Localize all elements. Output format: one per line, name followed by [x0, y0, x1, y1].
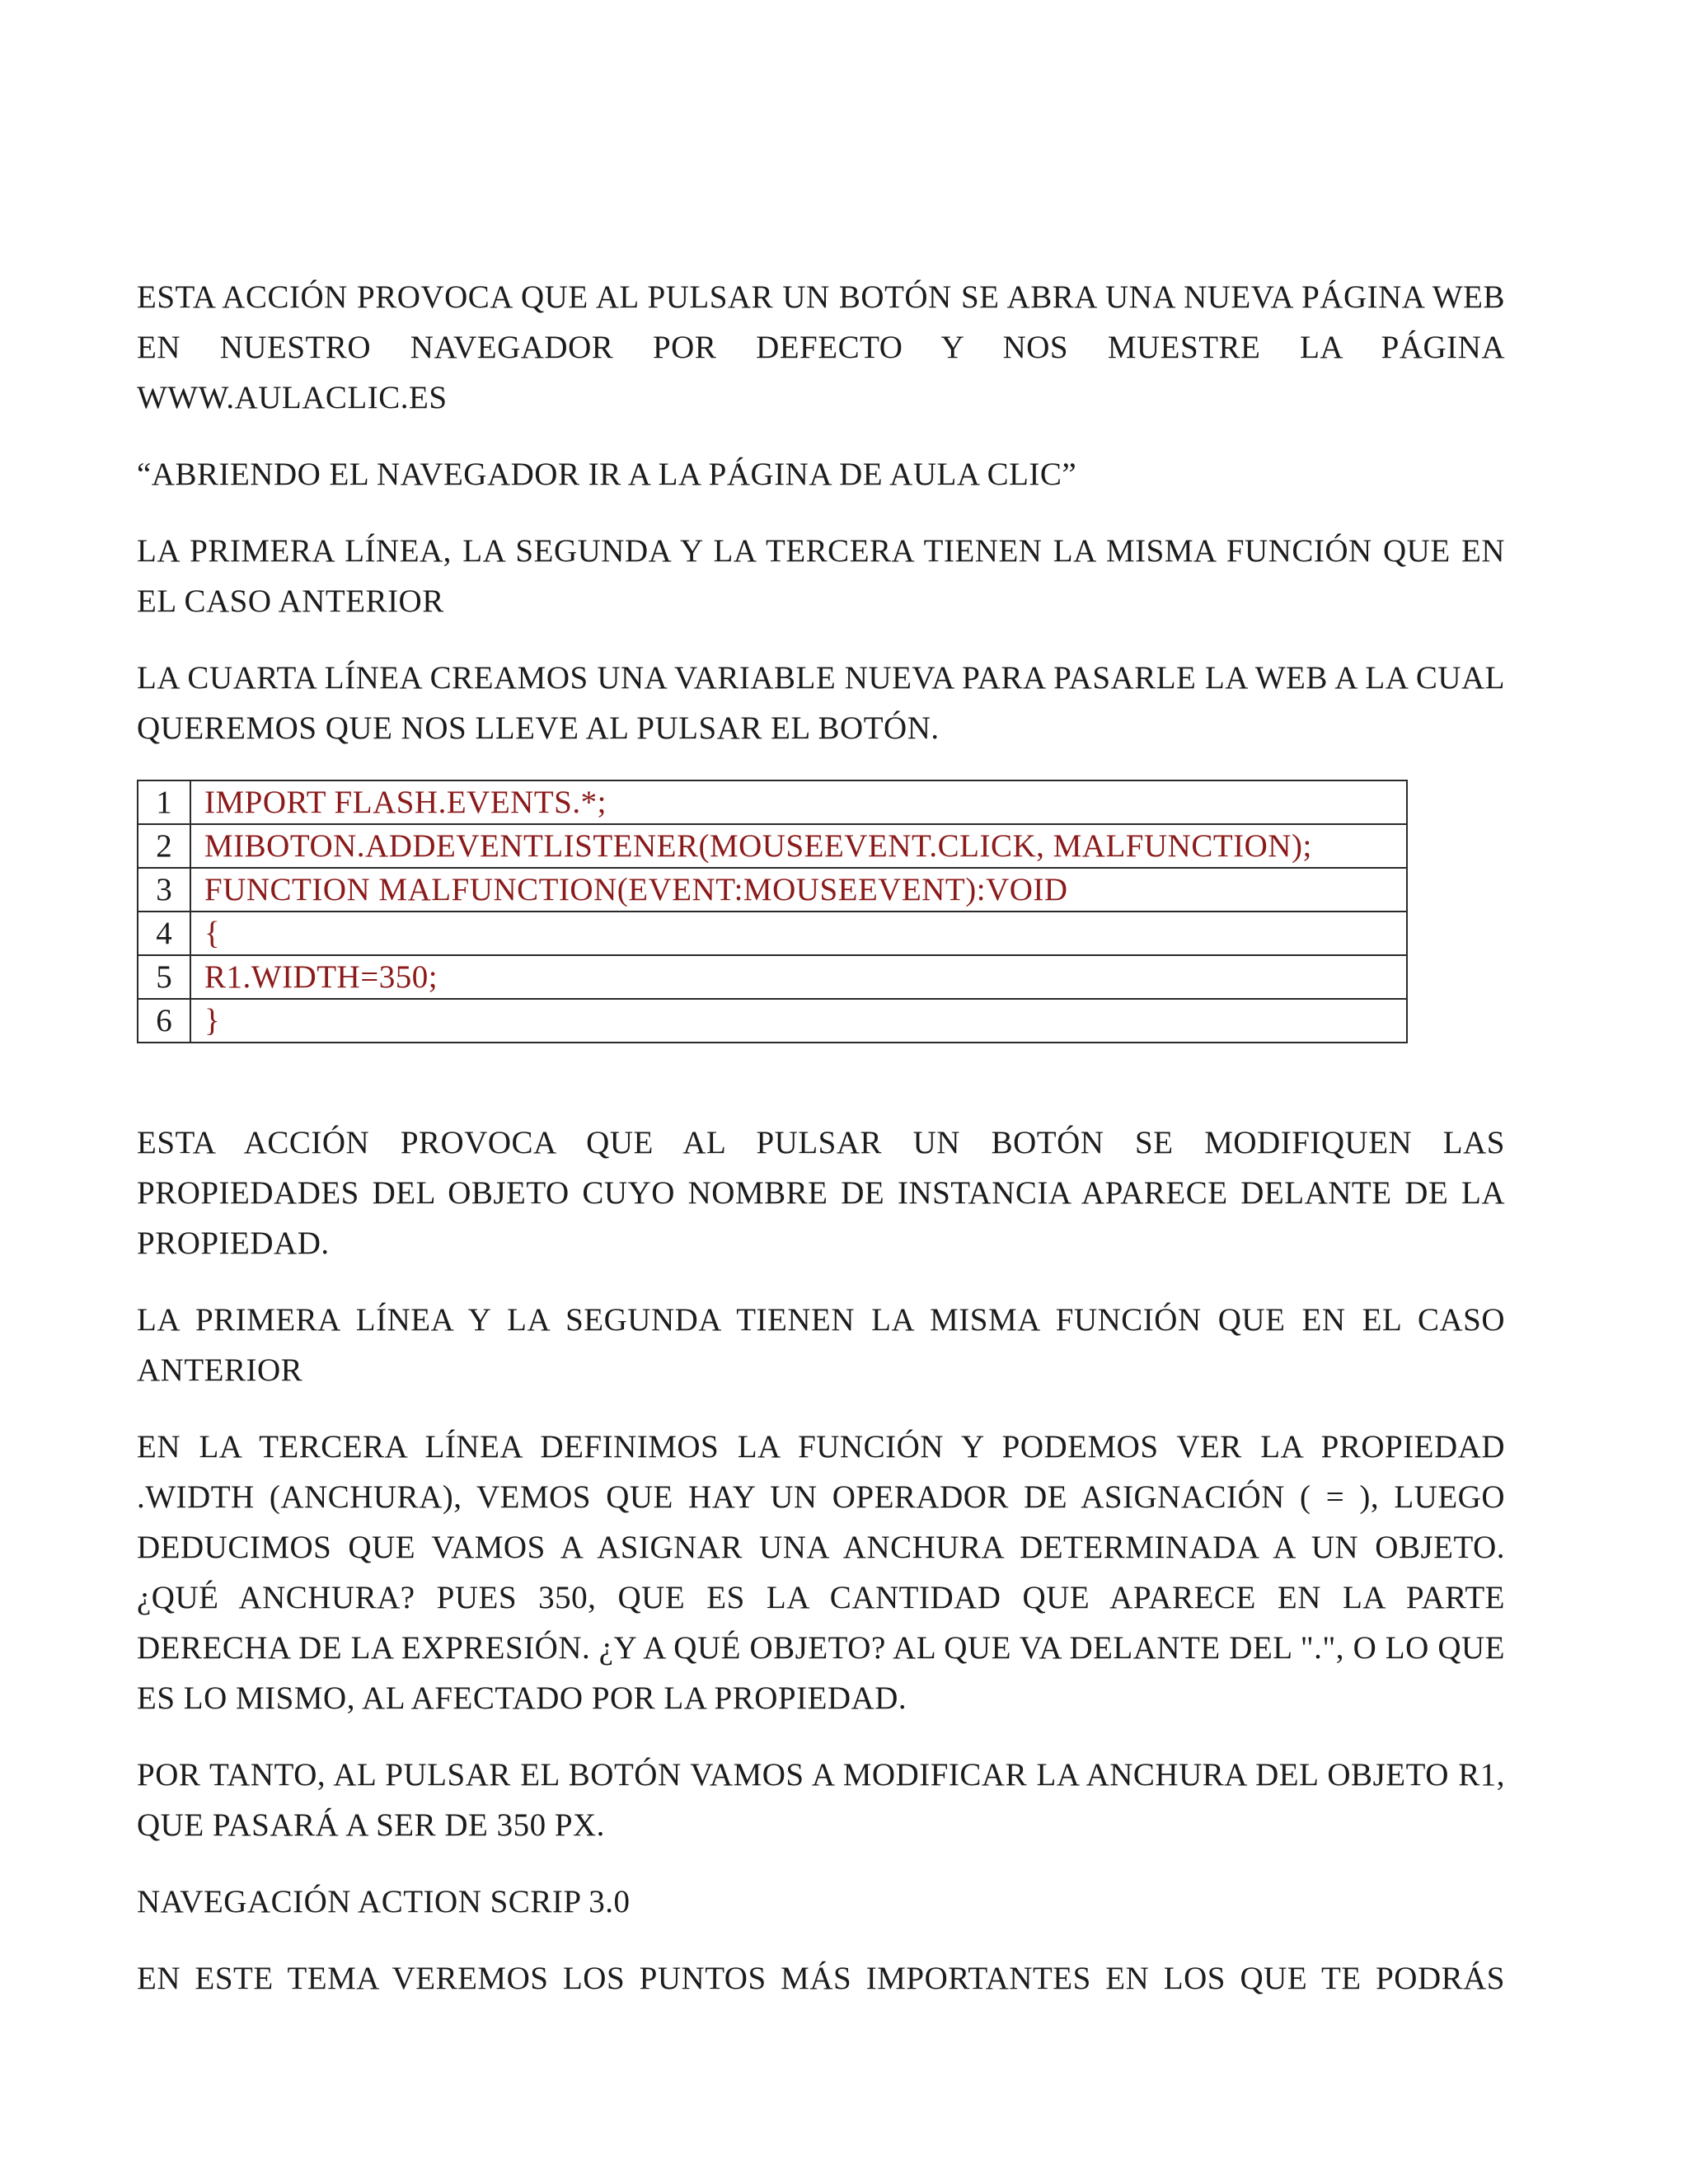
line-number: 6 [138, 999, 190, 1043]
line-number: 5 [138, 955, 190, 999]
code-text: R1.WIDTH=350; [190, 955, 1407, 999]
code-text: FUNCTION MALFUNCTION(EVENT:MOUSEEVENT):VOID [190, 868, 1407, 912]
paragraph-conclusion-r1: POR TANTO, AL PULSAR EL BOTÓN VAMOS A MODIFICAR LA ANCHURA DEL OBJETO R1, QUE PASARÁ A SER DE 350 PX. [137, 1757, 1505, 1843]
code-text: } [190, 999, 1407, 1043]
paragraph-open-webpage-action: ESTA ACCIÓN PROVOCA QUE AL PULSAR UN BOTÓN SE ABRA UNA NUEVA PÁGINA WEB EN NUESTRO NAVEGADOR POR DEFECTO Y NOS MUESTRE LA PÁGINA WWW.AULACLIC.ES [137, 279, 1505, 415]
code-line [138, 999, 1407, 1043]
line-number: 2 [138, 824, 190, 868]
paragraph-first-three-lines: LA PRIMERA LÍNEA, LA SEGUNDA Y LA TERCERA TIENEN LA MISMA FUNCIÓN QUE EN EL CASO ANTERIOR [137, 533, 1505, 619]
code-line [138, 912, 1407, 955]
paragraph-first-two-lines: LA PRIMERA LÍNEA Y LA SEGUNDA TIENEN LA MISMA FUNCIÓN QUE EN EL CASO ANTERIOR [137, 1302, 1505, 1388]
paragraph-quote-aula-clic: “ABRIENDO EL NAVEGADOR IR A LA PÁGINA DE AULA CLIC” [137, 457, 1077, 492]
paragraph-modify-properties: ESTA ACCIÓN PROVOCA QUE AL PULSAR UN BOTÓN SE MODIFIQUEN LAS PROPIEDADES DEL OBJETO CUYO NOMBRE DE INSTANCIA APARECE DELANTE DE LA PROPIEDAD. [137, 1125, 1505, 1261]
paragraph-fourth-line: LA CUARTA LÍNEA CREAMOS UNA VARIABLE NUEVA PARA PASARLE LA WEB A LA CUAL QUEREMOS QUE NOS LLEVE AL PULSAR EL BOTÓN. [137, 660, 1505, 746]
section-heading-navegacion: NAVEGACIÓN ACTION SCRIP 3.0 [137, 1884, 631, 1919]
paragraph-tema-intro: EN ESTE TEMA VEREMOS LOS PUNTOS MÁS IMPORTANTES EN LOS QUE TE PODRÁS [137, 1961, 1505, 1996]
line-number: 3 [138, 868, 190, 912]
code-line [138, 868, 1407, 912]
code-text: IMPORT FLASH.EVENTS.*; [190, 780, 1407, 824]
code-line [138, 824, 1407, 868]
line-number: 4 [138, 912, 190, 955]
line-number: 1 [138, 780, 190, 824]
code-line [138, 780, 1407, 824]
code-listing-table [137, 780, 1408, 1043]
code-text: { [190, 912, 1407, 955]
code-text: MIBOTON.ADDEVENTLISTENER(MOUSEEVENT.CLICK, MALFUNCTION); [190, 824, 1407, 868]
document-body [137, 272, 1505, 2030]
paragraph-third-line-explanation: EN LA TERCERA LÍNEA DEFINIMOS LA FUNCIÓN Y PODEMOS VER LA PROPIEDAD .WIDTH (ANCHURA), VEMOS QUE HAY UN OPERADOR DE ASIGNACIÓN ( = ), LUEGO DEDUCIMOS QUE VAMOS A ASIGNAR UNA ANCHURA DETERMINADA A UN OBJETO. ¿QUÉ ANCHURA? PUES 350, QUE ES LA CANTIDAD QUE APARECE EN LA PARTE DERECHA DE LA EXPRESIÓN. ¿Y A QUÉ OBJETO? AL QUE VA DELANTE DEL ".", O LO QUE ES LO MISMO, AL AFECTADO POR LA PROPIEDAD. [137, 1429, 1505, 1716]
code-line [138, 955, 1407, 999]
